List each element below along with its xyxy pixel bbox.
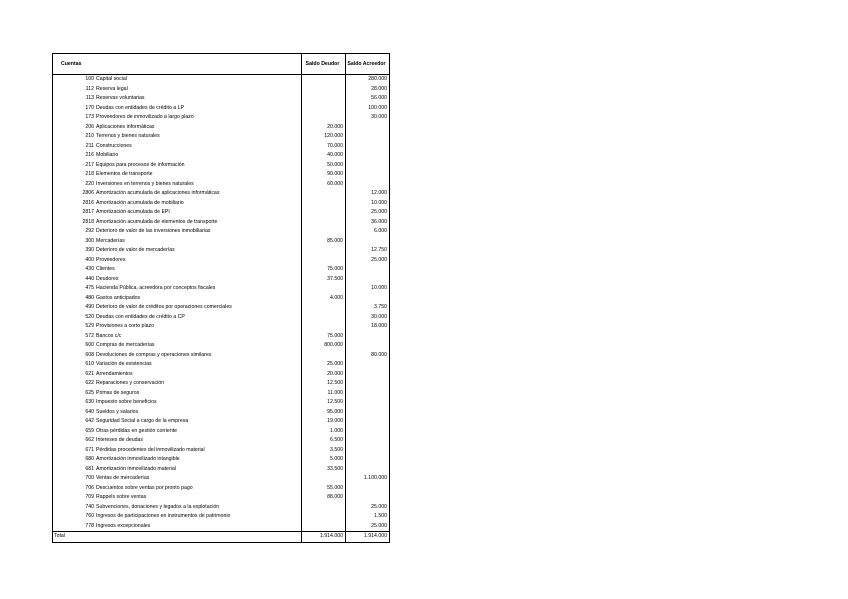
account-cell bbox=[53, 218, 302, 228]
table-row bbox=[53, 455, 390, 465]
debit-balance-cell bbox=[302, 303, 346, 313]
account-name: Reparaciones y conservación bbox=[96, 380, 165, 386]
debit-balance-cell: 60.000 bbox=[302, 180, 346, 190]
table-row bbox=[53, 265, 390, 275]
credit-balance-cell bbox=[346, 237, 390, 247]
account-name: Compras de mercaderías bbox=[96, 342, 155, 348]
account-cell bbox=[53, 104, 302, 114]
account-cell bbox=[53, 455, 302, 465]
account-cell bbox=[53, 436, 302, 446]
account-name: Mercaderías bbox=[96, 237, 125, 244]
account-cell bbox=[53, 427, 302, 437]
account-name: Terrenos y bienes naturales bbox=[96, 133, 160, 139]
debit-balance-cell: 800.000 bbox=[302, 341, 346, 351]
table-row bbox=[53, 484, 390, 494]
account-cell bbox=[53, 284, 302, 294]
account-name: Arrendamientos bbox=[96, 370, 133, 377]
account-name: Amortización acumulada de elementos de transporte bbox=[96, 218, 218, 225]
credit-balance-cell bbox=[346, 170, 390, 180]
credit-balance-cell bbox=[346, 493, 390, 503]
table-row bbox=[53, 208, 390, 218]
table-row bbox=[53, 161, 390, 171]
account-cell bbox=[53, 370, 302, 380]
credit-balance-cell: 18.000 bbox=[346, 322, 390, 332]
account-cell bbox=[53, 512, 302, 522]
header-row bbox=[53, 54, 390, 75]
debit-balance-cell bbox=[302, 218, 346, 228]
account-code: 218 bbox=[85, 171, 94, 177]
account-name: Clientes bbox=[96, 266, 115, 272]
debit-balance-cell: 5.000 bbox=[302, 455, 346, 465]
account-code: 170 bbox=[85, 104, 94, 111]
debit-balance-cell: 11.000 bbox=[302, 389, 346, 399]
credit-balance-cell bbox=[346, 398, 390, 408]
debit-balance-cell bbox=[302, 284, 346, 294]
account-code: 706 bbox=[85, 484, 94, 491]
account-code: 600 bbox=[85, 342, 94, 348]
debit-balance-cell: 85.000 bbox=[302, 237, 346, 247]
credit-balance-cell: 280.000 bbox=[346, 75, 390, 85]
account-code: 640 bbox=[85, 408, 94, 415]
total-debit: 1.914.000 bbox=[302, 532, 346, 543]
account-cell bbox=[53, 170, 302, 180]
credit-balance-cell bbox=[346, 417, 390, 427]
table-row bbox=[53, 398, 390, 408]
account-code: 173 bbox=[85, 114, 94, 120]
account-cell bbox=[53, 303, 302, 313]
account-cell bbox=[53, 180, 302, 190]
account-cell bbox=[53, 484, 302, 494]
account-name: Bancos c/c bbox=[96, 332, 122, 339]
debit-balance-cell: 40.000 bbox=[302, 151, 346, 161]
table-row bbox=[53, 379, 390, 389]
account-name: Amortización acumulada de aplicaciones informáticas bbox=[96, 190, 220, 196]
account-code: 490 bbox=[85, 304, 94, 310]
debit-balance-cell: 70.000 bbox=[302, 142, 346, 152]
credit-balance-cell: 10.000 bbox=[346, 199, 390, 209]
credit-balance-cell: 25.000 bbox=[346, 503, 390, 513]
credit-balance-cell: 30.000 bbox=[346, 313, 390, 323]
account-code: 572 bbox=[85, 332, 94, 339]
account-name: Otras pérdidas en gestión corriente bbox=[96, 427, 178, 434]
table-row bbox=[53, 284, 390, 294]
account-cell bbox=[53, 398, 302, 408]
debit-balance-cell bbox=[302, 313, 346, 323]
debit-balance-cell bbox=[302, 322, 346, 332]
account-cell bbox=[53, 351, 302, 361]
table-row bbox=[53, 123, 390, 133]
credit-balance-cell bbox=[346, 455, 390, 465]
table-row bbox=[53, 436, 390, 446]
table-row bbox=[53, 142, 390, 152]
account-code: 112 bbox=[85, 85, 94, 92]
table-row bbox=[53, 170, 390, 180]
credit-balance-cell: 25.000 bbox=[346, 522, 390, 532]
credit-balance-cell bbox=[346, 161, 390, 171]
account-name: Deudas con entidades de crédito a CP bbox=[96, 313, 185, 320]
account-name: Hacienda Pública, acreedora por conceptos fiscales bbox=[96, 285, 216, 291]
debit-balance-cell bbox=[302, 199, 346, 209]
account-code: 430 bbox=[85, 266, 94, 272]
debit-balance-cell: 19.000 bbox=[302, 417, 346, 427]
credit-balance-cell: 1.100.000 bbox=[346, 474, 390, 484]
account-name: Devoluciones de compras y operaciones similares bbox=[96, 351, 212, 358]
account-cell bbox=[53, 503, 302, 513]
account-code: 300 bbox=[85, 237, 94, 244]
account-cell bbox=[53, 227, 302, 237]
account-code: 475 bbox=[85, 285, 94, 291]
credit-balance-cell: 12.000 bbox=[346, 189, 390, 199]
account-cell bbox=[53, 332, 302, 342]
header-debit-balance: Saldo Deudor bbox=[302, 54, 346, 75]
account-name: Deterioro de valor de créditos por operaciones comerciales bbox=[96, 304, 232, 310]
table-row bbox=[53, 113, 390, 123]
table-row bbox=[53, 408, 390, 418]
account-code: 778 bbox=[85, 522, 94, 529]
credit-balance-cell bbox=[346, 465, 390, 475]
account-name: Proveedores bbox=[96, 256, 126, 263]
debit-balance-cell: 6.500 bbox=[302, 436, 346, 446]
account-code: 2817 bbox=[82, 209, 94, 215]
debit-balance-cell bbox=[302, 227, 346, 237]
table-row bbox=[53, 180, 390, 190]
debit-balance-cell bbox=[302, 246, 346, 256]
credit-balance-cell bbox=[346, 332, 390, 342]
credit-balance-cell bbox=[346, 436, 390, 446]
account-cell bbox=[53, 189, 302, 199]
account-name: Amortización acumulada de mobiliario bbox=[96, 199, 184, 206]
debit-balance-cell bbox=[302, 503, 346, 513]
account-name: Reserva legal bbox=[96, 85, 128, 92]
table-row bbox=[53, 199, 390, 209]
account-cell bbox=[53, 341, 302, 351]
account-name: Descuentos sobre ventas por pronto pago bbox=[96, 484, 193, 491]
account-code: 621 bbox=[85, 370, 94, 377]
account-name: Equipos para procesos de información bbox=[96, 161, 185, 168]
account-cell bbox=[53, 132, 302, 142]
account-cell bbox=[53, 75, 302, 85]
table-row bbox=[53, 275, 390, 285]
account-cell bbox=[53, 94, 302, 104]
debit-balance-cell: 33.500 bbox=[302, 465, 346, 475]
table-row bbox=[53, 104, 390, 114]
credit-balance-cell: 10.000 bbox=[346, 284, 390, 294]
account-name: Deterioro de valor de mercaderías bbox=[96, 247, 175, 253]
table-row bbox=[53, 427, 390, 437]
account-code: 2806 bbox=[82, 190, 94, 196]
account-cell bbox=[53, 408, 302, 418]
account-code: 216 bbox=[85, 152, 94, 158]
credit-balance-cell bbox=[346, 370, 390, 380]
table-row bbox=[53, 493, 390, 503]
credit-balance-cell bbox=[346, 123, 390, 133]
account-name: Seguridad Social a cargo de la empresa bbox=[96, 418, 189, 424]
table-row bbox=[53, 465, 390, 475]
debit-balance-cell: 75.000 bbox=[302, 265, 346, 275]
debit-balance-cell bbox=[302, 256, 346, 266]
debit-balance-cell bbox=[302, 94, 346, 104]
credit-balance-cell bbox=[346, 151, 390, 161]
account-code: 211 bbox=[85, 142, 94, 149]
account-cell bbox=[53, 208, 302, 218]
account-name: Reservas voluntarias bbox=[96, 95, 145, 101]
account-name: Mobiliario bbox=[96, 152, 119, 158]
debit-balance-cell bbox=[302, 474, 346, 484]
account-code: 2818 bbox=[82, 218, 94, 225]
debit-balance-cell bbox=[302, 208, 346, 218]
account-cell bbox=[53, 379, 302, 389]
credit-balance-cell: 3.750 bbox=[346, 303, 390, 313]
account-code: 659 bbox=[85, 427, 94, 434]
debit-balance-cell: 20.000 bbox=[302, 370, 346, 380]
account-code: 681 bbox=[85, 465, 94, 472]
table-row bbox=[53, 322, 390, 332]
account-code: 220 bbox=[85, 180, 94, 187]
account-cell bbox=[53, 474, 302, 484]
account-cell bbox=[53, 493, 302, 503]
credit-balance-cell bbox=[346, 341, 390, 351]
account-code: 630 bbox=[85, 399, 94, 405]
trial-balance-table bbox=[52, 53, 390, 543]
credit-balance-cell bbox=[346, 275, 390, 285]
account-name: Deterioro de valor de las inversiones inmobiliarias bbox=[96, 228, 211, 234]
credit-balance-cell: 6.000 bbox=[346, 227, 390, 237]
debit-balance-cell bbox=[302, 75, 346, 85]
credit-balance-cell: 36.000 bbox=[346, 218, 390, 228]
table-row bbox=[53, 227, 390, 237]
account-code: 625 bbox=[85, 389, 94, 396]
account-name: Deudas con entidades de crédito a LP bbox=[96, 104, 184, 111]
account-name: Aplicaciones informáticas bbox=[96, 123, 155, 130]
account-cell bbox=[53, 522, 302, 532]
account-cell bbox=[53, 275, 302, 285]
account-code: 480 bbox=[85, 294, 94, 301]
debit-balance-cell bbox=[302, 113, 346, 123]
account-cell bbox=[53, 417, 302, 427]
account-name: Capital social bbox=[96, 76, 127, 82]
account-cell bbox=[53, 161, 302, 171]
debit-balance-cell bbox=[302, 512, 346, 522]
table-row bbox=[53, 341, 390, 351]
account-name: Deudores bbox=[96, 275, 119, 282]
credit-balance-cell bbox=[346, 294, 390, 304]
account-code: 217 bbox=[85, 161, 94, 168]
credit-balance-cell: 25.000 bbox=[346, 208, 390, 218]
debit-balance-cell: 90.000 bbox=[302, 170, 346, 180]
account-code: 671 bbox=[85, 446, 94, 453]
table-row bbox=[53, 313, 390, 323]
debit-balance-cell: 20.000 bbox=[302, 123, 346, 133]
debit-balance-cell: 37.500 bbox=[302, 275, 346, 285]
header-accounts: Cuentas bbox=[53, 54, 302, 75]
debit-balance-cell: 88.000 bbox=[302, 493, 346, 503]
account-name: Construcciones bbox=[96, 142, 132, 149]
table-row bbox=[53, 132, 390, 142]
account-code: 400 bbox=[85, 256, 94, 263]
credit-balance-cell bbox=[346, 360, 390, 370]
credit-balance-cell: 25.000 bbox=[346, 256, 390, 266]
account-name: Rappels sobre ventas bbox=[96, 494, 147, 500]
credit-balance-cell bbox=[346, 379, 390, 389]
account-name: Ingresos excepcionales bbox=[96, 522, 151, 529]
account-name: Amortización inmovilizado intangible bbox=[96, 456, 180, 462]
account-code: 390 bbox=[85, 247, 94, 253]
account-cell bbox=[53, 246, 302, 256]
total-row bbox=[53, 532, 390, 543]
account-code: 622 bbox=[85, 380, 94, 386]
account-cell bbox=[53, 360, 302, 370]
account-code: 700 bbox=[85, 475, 94, 481]
debit-balance-cell bbox=[302, 522, 346, 532]
account-cell bbox=[53, 142, 302, 152]
credit-balance-cell bbox=[346, 427, 390, 437]
account-code: 608 bbox=[85, 351, 94, 358]
account-cell bbox=[53, 322, 302, 332]
credit-balance-cell bbox=[346, 446, 390, 456]
account-cell bbox=[53, 85, 302, 95]
debit-balance-cell bbox=[302, 351, 346, 361]
account-name: Primas de seguros bbox=[96, 389, 140, 396]
credit-balance-cell: 80.000 bbox=[346, 351, 390, 361]
debit-balance-cell: 12.500 bbox=[302, 398, 346, 408]
account-name: Amortización acumulada de EPI bbox=[96, 209, 170, 215]
table-row bbox=[53, 85, 390, 95]
account-cell bbox=[53, 237, 302, 247]
credit-balance-cell bbox=[346, 180, 390, 190]
account-name: Proveedores de inmovilizado a largo plazo bbox=[96, 114, 194, 120]
table-row bbox=[53, 151, 390, 161]
account-cell bbox=[53, 313, 302, 323]
account-cell bbox=[53, 265, 302, 275]
debit-balance-cell: 12.500 bbox=[302, 379, 346, 389]
account-name: Amortización inmovilizado material bbox=[96, 465, 176, 472]
account-cell bbox=[53, 113, 302, 123]
table-row bbox=[53, 522, 390, 532]
account-name: Impuesto sobre beneficios bbox=[96, 399, 157, 405]
account-name: Sueldos y salarios bbox=[96, 408, 139, 415]
debit-balance-cell: 3.500 bbox=[302, 446, 346, 456]
table-row bbox=[53, 417, 390, 427]
account-code: 610 bbox=[85, 361, 94, 367]
account-code: 210 bbox=[85, 133, 94, 139]
account-code: 709 bbox=[85, 494, 94, 500]
debit-balance-cell bbox=[302, 104, 346, 114]
table-row bbox=[53, 189, 390, 199]
table-row bbox=[53, 351, 390, 361]
account-name: Intereses de deudas bbox=[96, 437, 144, 443]
account-code: 520 bbox=[85, 313, 94, 320]
table-row bbox=[53, 75, 390, 85]
table-row bbox=[53, 303, 390, 313]
table-row bbox=[53, 503, 390, 513]
credit-balance-cell: 1.500 bbox=[346, 512, 390, 522]
total-credit: 1.914.000 bbox=[346, 532, 390, 543]
account-cell bbox=[53, 446, 302, 456]
table-row bbox=[53, 389, 390, 399]
credit-balance-cell: 28.000 bbox=[346, 85, 390, 95]
credit-balance-cell bbox=[346, 484, 390, 494]
account-name: Ingresos de participaciones en instrumentos de patrimonio bbox=[96, 513, 231, 519]
debit-balance-cell: 120.000 bbox=[302, 132, 346, 142]
account-code: 100 bbox=[85, 76, 94, 82]
account-cell bbox=[53, 294, 302, 304]
account-name: Inversiones en terrenos y bienes naturales bbox=[96, 180, 194, 187]
total-label: Total bbox=[53, 532, 302, 543]
account-name: Gastos anticipados bbox=[96, 294, 141, 301]
account-code: 2816 bbox=[82, 199, 94, 206]
debit-balance-cell: 75.000 bbox=[302, 332, 346, 342]
account-name: Provisiones a corto plazo bbox=[96, 323, 154, 329]
account-cell bbox=[53, 465, 302, 475]
account-code: 760 bbox=[85, 513, 94, 519]
account-code: 680 bbox=[85, 456, 94, 462]
table-row bbox=[53, 512, 390, 522]
account-code: 113 bbox=[85, 95, 94, 101]
table-row bbox=[53, 294, 390, 304]
account-name: Variación de existencias bbox=[96, 361, 152, 367]
credit-balance-cell bbox=[346, 132, 390, 142]
table-row bbox=[53, 360, 390, 370]
account-code: 642 bbox=[85, 418, 94, 424]
credit-balance-cell: 56.000 bbox=[346, 94, 390, 104]
credit-balance-cell: 30.000 bbox=[346, 113, 390, 123]
trial-balance-sheet bbox=[52, 53, 390, 543]
credit-balance-cell bbox=[346, 408, 390, 418]
account-code: 292 bbox=[85, 228, 94, 234]
account-name: Ventas de mercaderías bbox=[96, 475, 150, 481]
debit-balance-cell: 55.000 bbox=[302, 484, 346, 494]
account-name: Elementos de transporte bbox=[96, 171, 153, 177]
table-row bbox=[53, 370, 390, 380]
account-name: Subvenciones, donaciones y legados a la explotación bbox=[96, 503, 220, 510]
debit-balance-cell: 4.000 bbox=[302, 294, 346, 304]
account-code: 206 bbox=[85, 123, 94, 130]
table-row bbox=[53, 474, 390, 484]
account-cell bbox=[53, 256, 302, 266]
account-code: 440 bbox=[85, 275, 94, 282]
header-credit-balance: Saldo Acreedor bbox=[346, 54, 390, 75]
account-cell bbox=[53, 151, 302, 161]
debit-balance-cell: 50.000 bbox=[302, 161, 346, 171]
debit-balance-cell: 1.000 bbox=[302, 427, 346, 437]
credit-balance-cell bbox=[346, 265, 390, 275]
account-cell bbox=[53, 199, 302, 209]
debit-balance-cell: 95.000 bbox=[302, 408, 346, 418]
credit-balance-cell: 100.000 bbox=[346, 104, 390, 114]
table-row bbox=[53, 246, 390, 256]
credit-balance-cell: 12.750 bbox=[346, 246, 390, 256]
debit-balance-cell: 25.000 bbox=[302, 360, 346, 370]
account-code: 529 bbox=[85, 323, 94, 329]
account-name: Pérdidas procedentes del inmovilizado material bbox=[96, 446, 205, 453]
table-row bbox=[53, 237, 390, 247]
table-row bbox=[53, 94, 390, 104]
debit-balance-cell bbox=[302, 85, 346, 95]
credit-balance-cell bbox=[346, 389, 390, 399]
debit-balance-cell bbox=[302, 189, 346, 199]
table-row bbox=[53, 256, 390, 266]
table-row bbox=[53, 332, 390, 342]
account-cell bbox=[53, 389, 302, 399]
account-code: 662 bbox=[85, 437, 94, 443]
table-row bbox=[53, 218, 390, 228]
account-cell bbox=[53, 123, 302, 133]
table-row bbox=[53, 446, 390, 456]
account-code: 740 bbox=[85, 503, 94, 510]
credit-balance-cell bbox=[346, 142, 390, 152]
